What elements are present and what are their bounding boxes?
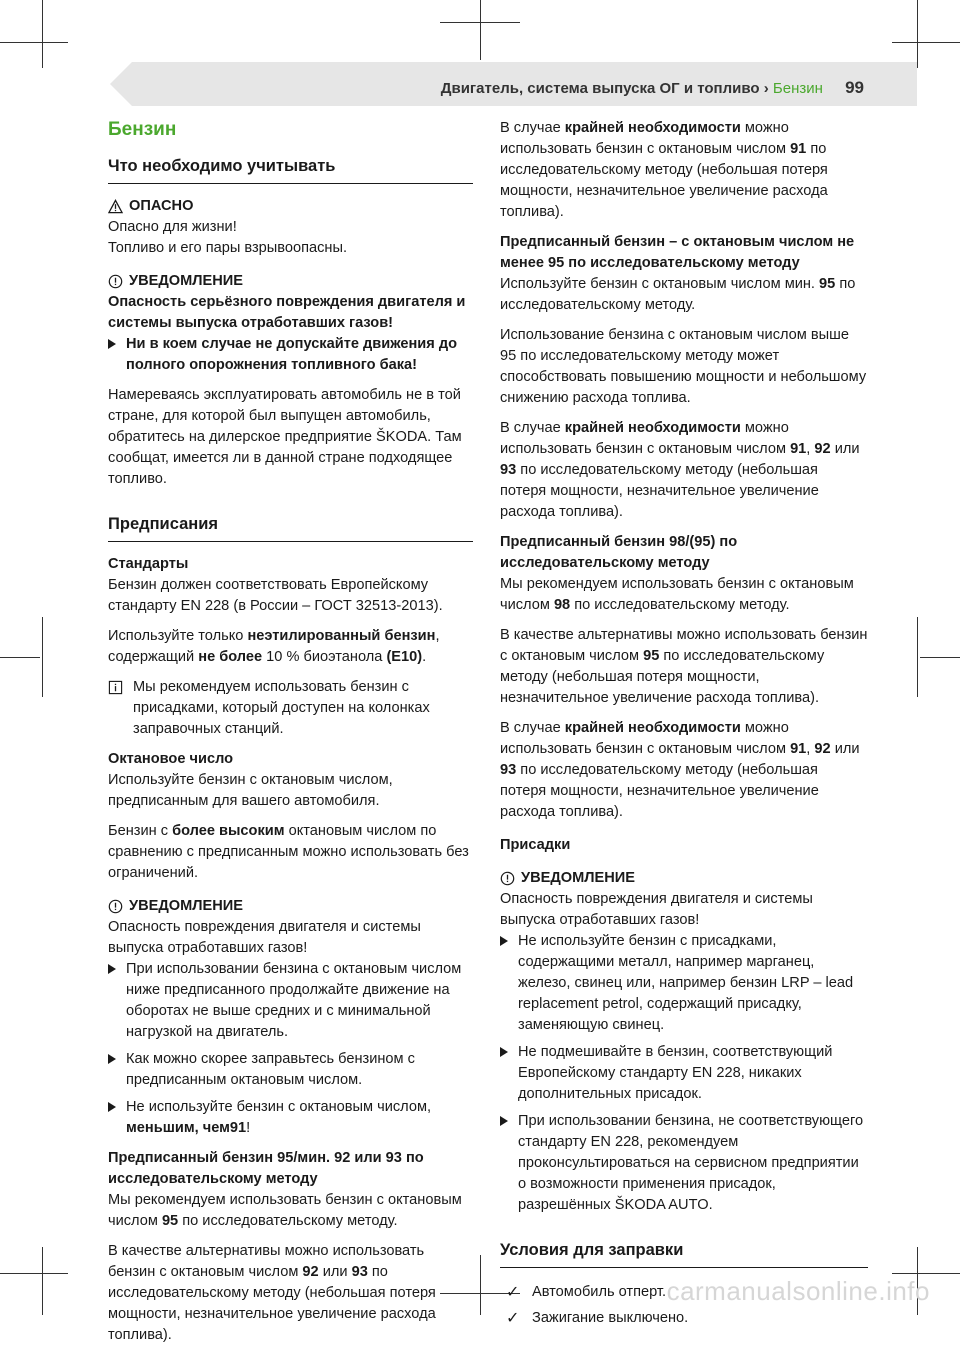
section-title-considerations: Что необходимо учитывать bbox=[108, 155, 473, 184]
bullet-arrow-icon bbox=[500, 1116, 508, 1126]
bullet-arrow-icon bbox=[108, 1054, 116, 1064]
above-95-paragraph: Использование бензина с октановым числом выше 95 по исследовательскому методу может способствовать повышению мощности и небольшому снижению расхода топлива. bbox=[500, 327, 867, 406]
crop-mark bbox=[42, 1247, 43, 1315]
condition-item: ✓ Зажигание выключено. bbox=[506, 1310, 689, 1327]
subheading-95-min: Предписанный бензин – с октановым числом не менее 95 по исследовательскому методу bbox=[500, 234, 855, 271]
watermark: carmanualsonline.info bbox=[666, 1276, 930, 1306]
crop-mark bbox=[892, 42, 960, 43]
right-column bbox=[500, 118, 868, 1334]
higher-octane-paragraph: Бензин с более высоким октановым числом по сравнению с предписанным можно использовать без ограничений. bbox=[108, 823, 469, 881]
standards-paragraph: Бензин должен соответствовать Европейскому стандарту EN 228 (в России – ГОСТ 32513-2013). bbox=[108, 577, 443, 614]
bullet-arrow-icon bbox=[500, 1047, 508, 1057]
warning-triangle-icon bbox=[108, 199, 123, 214]
header-section: Двигатель, система выпуска ОГ и топливо bbox=[440, 80, 760, 97]
notice-heading: Опасность повреждения двигателя и системы выпуска отработавших газов! bbox=[108, 919, 421, 956]
crop-mark bbox=[0, 1273, 68, 1274]
bullet-arrow-icon bbox=[108, 1102, 116, 1112]
notice-block bbox=[500, 868, 868, 1216]
recommend-95-paragraph: Мы рекомендуем использовать бензин с октановым числом 95 по исследовательскому методу. bbox=[108, 1192, 462, 1229]
notice-block bbox=[108, 896, 473, 1139]
notice-bullet: Не подмешивайте в бензин, соответствующий Европейскому стандарту EN 228, никаких дополнительных присадок. bbox=[500, 1042, 868, 1105]
section-title-requirements: Предписания bbox=[108, 513, 473, 542]
subheading-additives: Присадки bbox=[500, 837, 571, 853]
alternative-92-93-paragraph: В качестве альтернативы можно использовать бензин с октановым числом 92 или 93 по исследовательскому методу (небольшая потеря мощности, незначительное увеличение расхода топлива). bbox=[108, 1243, 436, 1343]
crop-mark bbox=[480, 1255, 481, 1315]
notice-title: УВЕДОМЛЕНИЕ bbox=[521, 870, 635, 886]
running-header bbox=[441, 78, 864, 98]
exclamation-circle-icon bbox=[108, 899, 123, 914]
crop-mark bbox=[0, 657, 40, 658]
notice-bullet: Не используйте бензин с присадками, содержащими металл, например марганец, железо, свинец или, например бензин LRP – lead replacement petrol, содержащий присадку, заменяющую свинец. bbox=[500, 931, 868, 1036]
notice-bullet: Как можно скорее заправьтесь бензином с предписанным октановым числом. bbox=[108, 1049, 473, 1091]
emergency-91-paragraph: В случае крайней необходимости можно использовать бензин с октановым числом 91 по исследовательскому методу (небольшая потеря мощности, незначительное увеличение расхода топлива). bbox=[500, 120, 828, 220]
chapter-title: Бензин bbox=[108, 119, 177, 140]
crop-mark bbox=[920, 657, 960, 658]
notice-bullet: Не используйте бензин с октановым числом, меньшим, чем91! bbox=[108, 1097, 473, 1139]
notice-heading: Опасность серьёзного повреждения двигателя и системы выпуска отработавших газов! bbox=[108, 294, 466, 331]
notice-bullet: При использовании бензина, не соответствующего стандарту EN 228, рекомендуем проконсультироваться на сервисном предприятии о возможности применения присадок, разрешённых ŠKODA AUTO. bbox=[500, 1111, 868, 1216]
page-number: 99 bbox=[845, 78, 864, 97]
crop-mark bbox=[42, 0, 43, 68]
exclamation-circle-icon bbox=[108, 274, 123, 289]
crop-mark bbox=[917, 0, 918, 68]
crop-mark bbox=[892, 1273, 960, 1274]
bullet-arrow-icon bbox=[108, 339, 116, 349]
intro-paragraph: Намереваясь эксплуатировать автомобиль не в той стране, для которой был выпущен автомобиль, обратитесь на дилерское предприятие ŠKODA. Там сообщат, имеется ли в данной стране подходящее топливо. bbox=[108, 387, 462, 487]
header-separator: › bbox=[763, 80, 769, 97]
section-title-refuel-conditions: Условия для заправки bbox=[500, 1239, 868, 1268]
exclamation-circle-icon bbox=[500, 871, 515, 886]
crop-mark bbox=[917, 617, 918, 697]
condition-item: ✓ Автомобиль отперт. bbox=[506, 1284, 667, 1301]
notice-title: УВЕДОМЛЕНИЕ bbox=[129, 898, 243, 914]
crop-mark bbox=[42, 617, 43, 697]
danger-block bbox=[108, 196, 473, 259]
danger-line: Опасно для жизни! bbox=[108, 219, 237, 235]
octane-paragraph: Используйте бензин с октановым числом, предписанным для вашего автомобиля. bbox=[108, 772, 393, 809]
notice-block bbox=[108, 271, 473, 376]
checkmark-icon: ✓ bbox=[506, 1284, 520, 1301]
notice-heading: Опасность повреждения двигателя и системы выпуска отработавших газов! bbox=[500, 891, 813, 928]
emergency-98-paragraph: В случае крайней необходимости можно использовать бензин с октановым числом 91, 92 или 93 по исследовательскому методу (небольшая потеря мощности, незначительное увеличение расхода топлива). bbox=[500, 720, 860, 820]
use-only-paragraph: Используйте только неэтилированный бензин, содержащий не более 10 % биоэтанола (E10). bbox=[108, 628, 440, 665]
crop-mark bbox=[480, 0, 481, 60]
notice-bullet: При использовании бензина с октановым числом ниже предписанного продолжайте движение на оборотах не выше средних и с минимальной нагрузкой на двигатель. bbox=[108, 959, 473, 1043]
alternative-95-paragraph: В качестве альтернативы можно использовать бензин с октановым числом 95 по исследовательскому методу (небольшая потеря мощности, незначительное увеличение расхода топлива). bbox=[500, 627, 868, 706]
emergency-91-93-paragraph: В случае крайней необходимости можно использовать бензин с октановым числом 91, 92 или 93 по исследовательскому методу (небольшая потеря мощности, незначительное увеличение расхода топлива). bbox=[500, 420, 860, 520]
info-note-text: Мы рекомендуем использовать бензин с присадками, который доступен на колонках заправочных станций. bbox=[133, 679, 430, 737]
bullet-arrow-icon bbox=[500, 936, 508, 946]
notice-bullet: Ни в коем случае не допускайте движения до полного опорожнения топливного бака! bbox=[108, 334, 473, 376]
notice-title: УВЕДОМЛЕНИЕ bbox=[129, 273, 243, 289]
info-icon bbox=[108, 680, 123, 695]
header-chapter: Бензин bbox=[772, 80, 823, 97]
danger-line: Топливо и его пары взрывоопасны. bbox=[108, 240, 348, 256]
left-column bbox=[108, 118, 473, 1355]
crop-mark bbox=[440, 22, 520, 23]
min-95-paragraph: Используйте бензин с октановым числом мин. 95 по исследовательскому методу. bbox=[500, 276, 856, 313]
crop-mark bbox=[0, 42, 68, 43]
recommend-98-paragraph: Мы рекомендуем использовать бензин с октановым числом 98 по исследовательскому методу. bbox=[500, 576, 854, 613]
bullet-arrow-icon bbox=[108, 964, 116, 974]
subheading-standards: Стандарты bbox=[108, 556, 189, 572]
subheading-octane: Октановое число bbox=[108, 751, 234, 767]
subheading-95: Предписанный бензин 95/мин. 92 или 93 по исследовательскому методу bbox=[108, 1150, 424, 1187]
danger-title: ОПАСНО bbox=[129, 198, 194, 214]
checkmark-icon: ✓ bbox=[506, 1310, 520, 1327]
info-note bbox=[108, 677, 473, 740]
subheading-98: Предписанный бензин 98/(95) по исследовательскому методу bbox=[500, 534, 738, 571]
